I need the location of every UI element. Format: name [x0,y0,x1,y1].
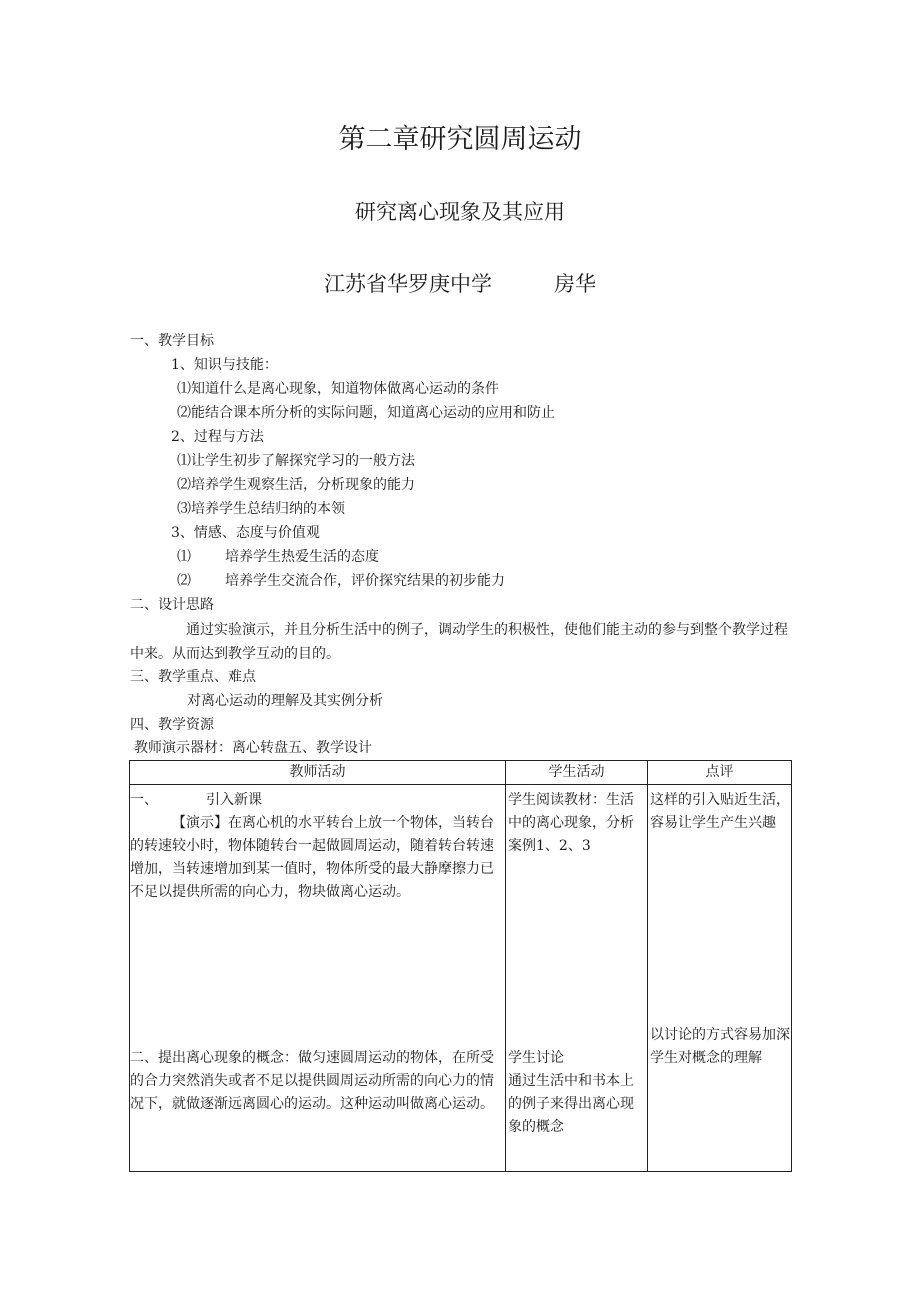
part2-text: 二、提出离心现象的概念：做匀速圆周运动的物体，在所受的合力突然消失或者不足以提供圆周运动所需的向心力的情况下，就做逐渐远离圆心的运动。这种运动叫做离心运动。 [130,1050,494,1112]
section-heading-keypoints: 三、教学重点、难点 [130,669,256,685]
subsection-attitude: 3、情感、态度与价值观 [171,525,320,541]
goal-item: ⑵培养学生观察生活，分析现象的能力 [177,477,415,493]
comment-2: 以讨论的方式容易加深学生对概念的理解 [650,1027,790,1066]
comment-1: 这样的引入贴近生活，容易让学生产生兴趣 [650,792,790,831]
author-name: 房华 [554,272,596,296]
table-header-row [130,761,792,785]
subsection-knowledge: 1、知识与技能： [171,357,278,373]
goal-item: ⑵能结合课本所分析的实际问题，知道离心运动的应用和防止 [177,405,555,421]
goal-item: ⑴知道什么是离心现象，知道物体做离心运动的条件 [177,381,499,397]
demo-tag: 【演示】 [172,815,228,831]
table-row [130,785,792,1172]
document-subtitle: 研究离心现象及其应用 [355,200,565,224]
header-teacher-activity: 教师活动 [130,761,506,785]
student-activity-cell [506,785,648,1172]
section-heading-design: 二、设计思路 [130,597,214,613]
header-student-activity: 学生活动 [506,761,648,785]
resources-text: 教师演示器材：离心转盘五、教学设计 [134,740,372,756]
teacher-part1 [130,789,502,904]
goal-item: ⑶培养学生总结归纳的本领 [177,501,345,517]
school-name: 江苏省华罗庚中学 [324,272,492,296]
student-activity-2b: 通过生活中和书本上的例子来得出离心现象的概念 [508,1073,634,1135]
part1-heading: 引入新课 [206,792,262,808]
section-heading-goals: 一、教学目标 [130,333,214,349]
goal-item: ⑴让学生初步了解探究学习的一般方法 [177,453,415,469]
teacher-part2 [130,1047,502,1116]
teacher-activity-cell [130,785,506,1172]
goal-item-number: ⑴ [177,549,191,565]
design-paragraph: 通过实验演示，并且分析生活中的例子，调动学生的积极性，使他们能主动的参与到整个教学过程中来。从而达到教学互动的目的。 [130,622,788,662]
keypoints-text: 对离心运动的理解及其实例分析 [187,693,383,709]
section-heading-resources: 四、教学资源 [130,717,214,733]
author-line [0,268,920,298]
goal-item: 培养学生热爱生活的态度 [225,549,379,565]
student-activity-2a: 学生讨论 [508,1050,564,1066]
comment-cell [648,785,792,1172]
part1-number: 一、 [130,792,158,808]
header-comment: 点评 [648,761,792,785]
lesson-design-table [129,760,792,1172]
goal-item: 培养学生交流合作，评价探究结果的初步能力 [225,573,505,589]
subsection-process: 2、过程与方法 [171,429,264,445]
goal-item-number: ⑵ [177,573,191,589]
document-title: 第二章研究圆周运动 [338,124,582,155]
demo-text: 在离心机的水平转台上放一个物体，当转台的转速较小时，物体随转台一起做圆周运动，随着转台转速增加，当转速增加到某一值时，物体所受的最大静摩擦力已不足以提供所需的向心力，物块做离心运动。 [130,815,494,900]
student-activity-1: 学生阅读教材：生活中的离心现象，分析案例1、2、3 [508,792,634,854]
